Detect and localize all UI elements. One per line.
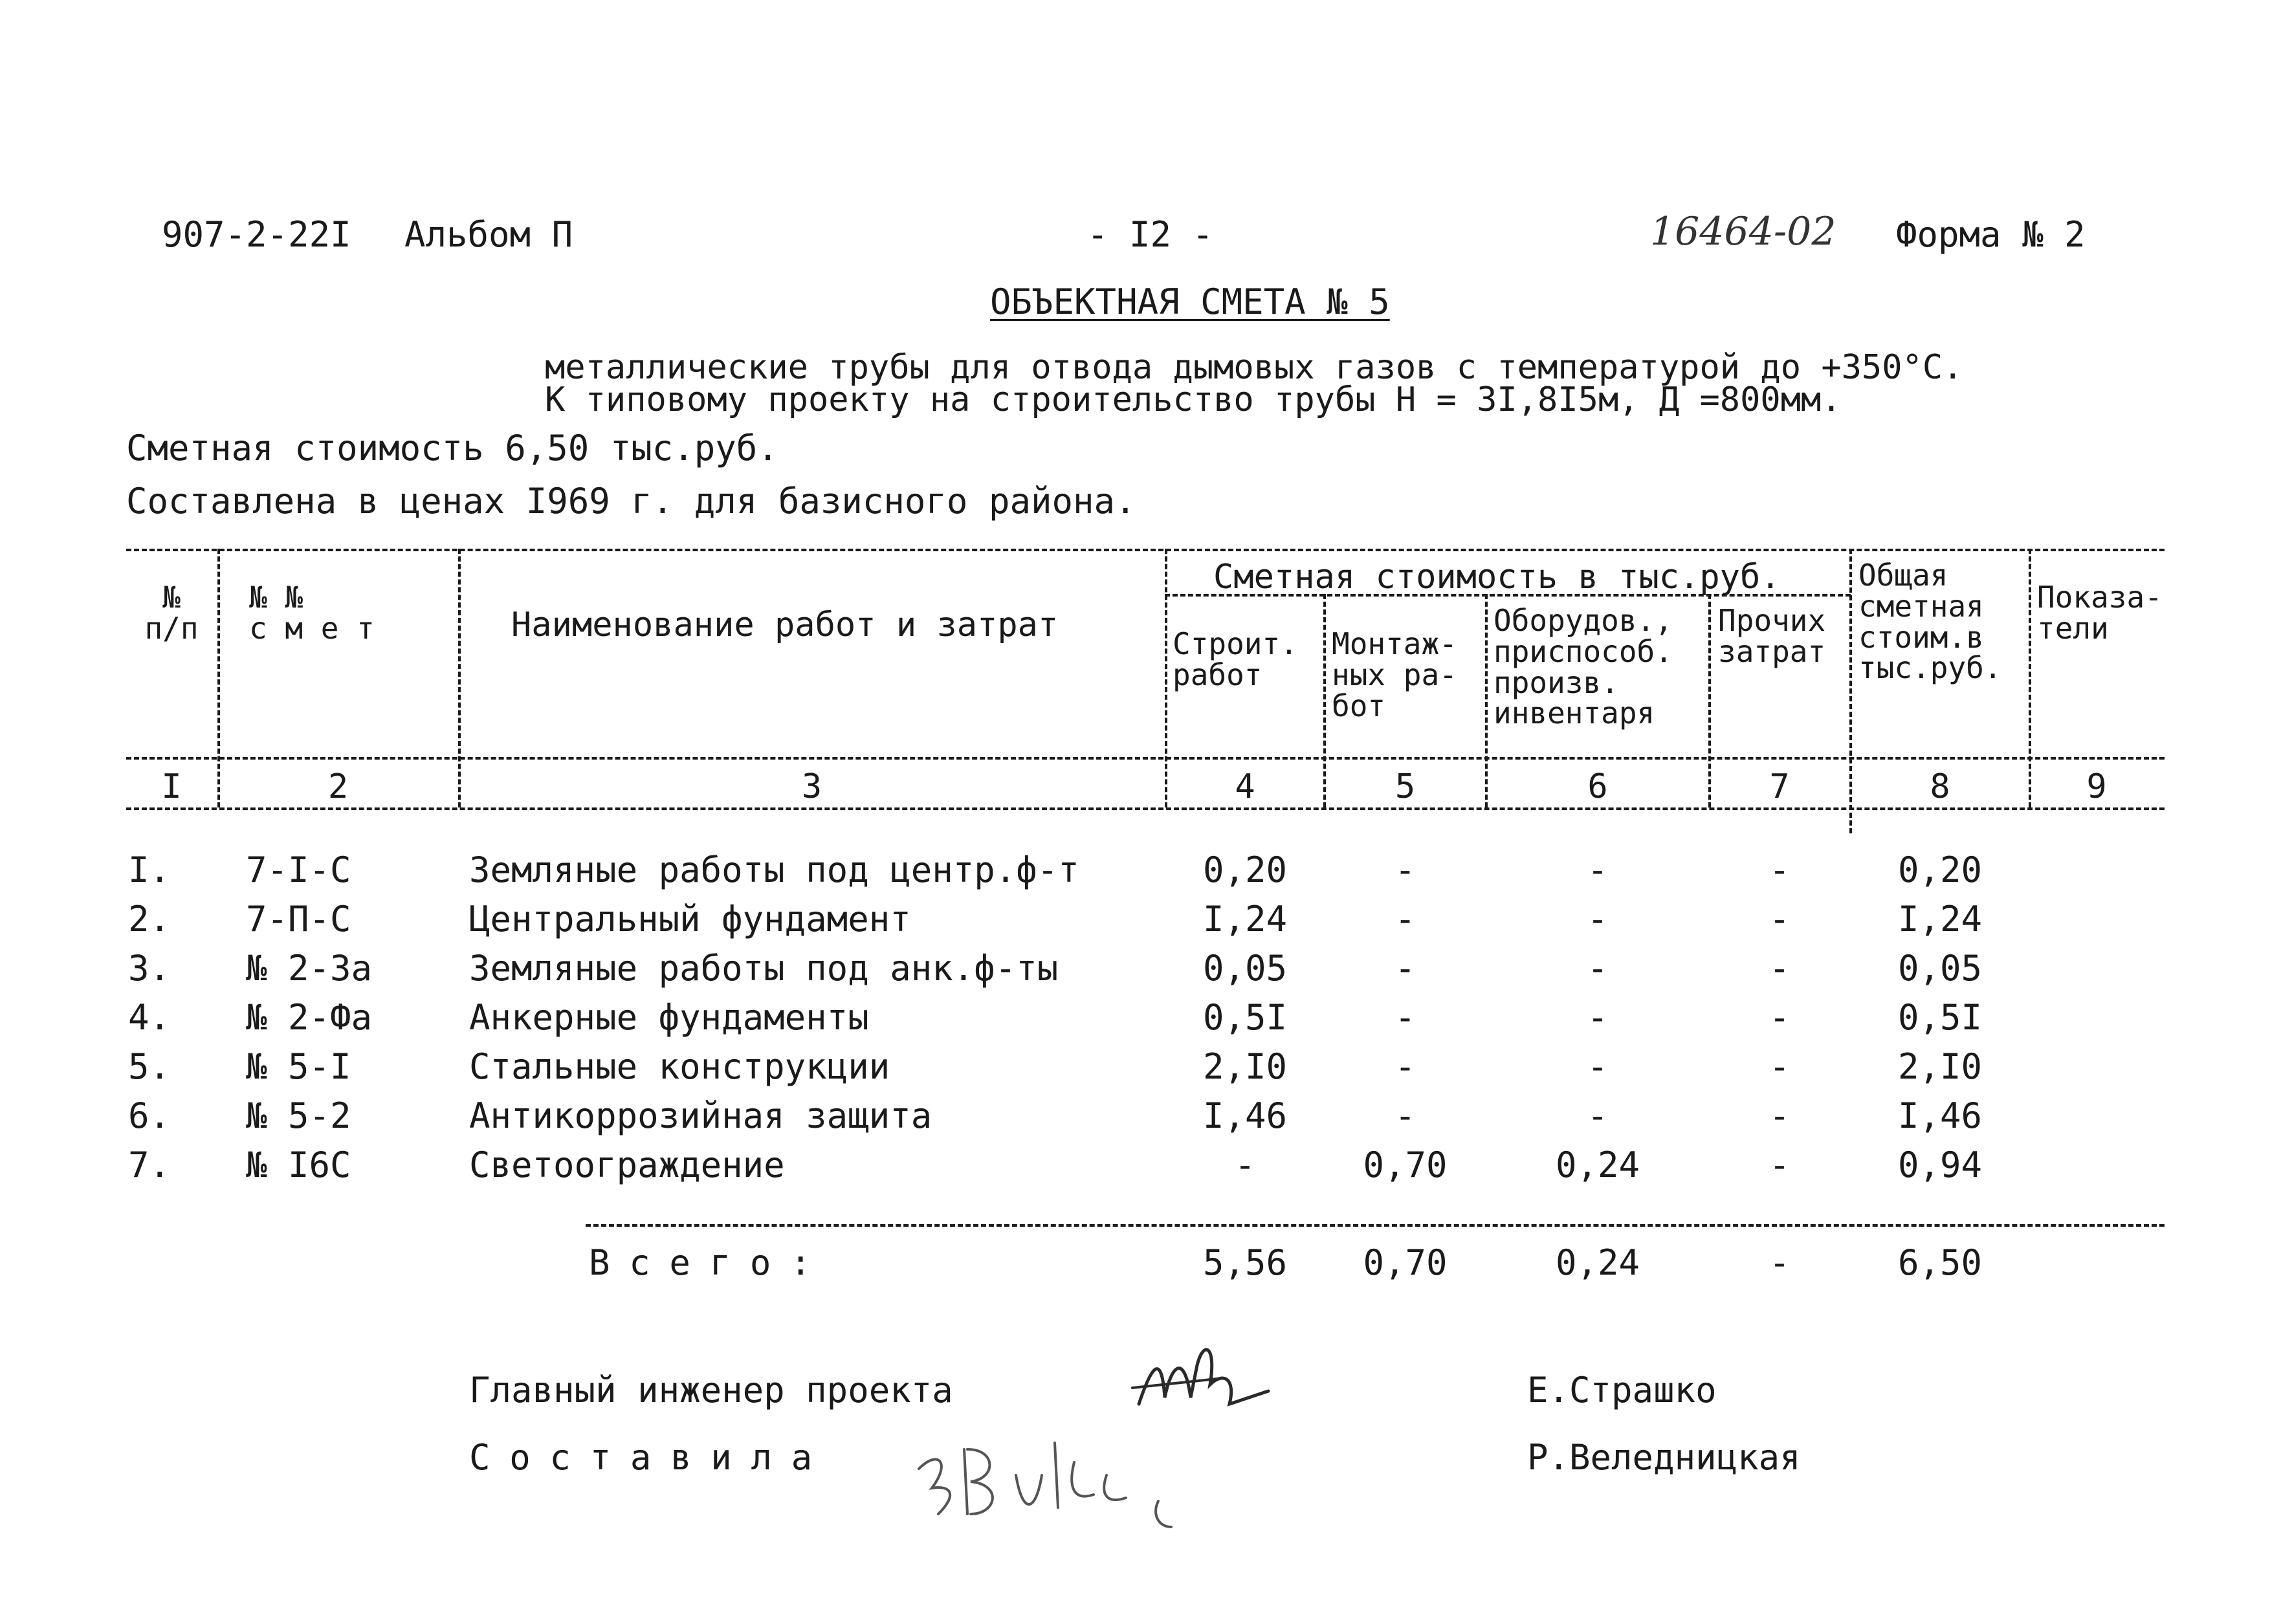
album-label: Альбом П [404, 214, 573, 255]
row-number: 2. [128, 899, 171, 939]
row-other: - [1769, 1145, 1791, 1185]
row-equipment: - [1587, 997, 1609, 1038]
header-estimate-number: № № с м е т [249, 580, 375, 646]
total-installation: 0,70 [1363, 1242, 1448, 1283]
header-equipment: Оборудов., приспособ. произв. инвентаря [1493, 603, 1673, 731]
document-title: ОБЪЕКТНАЯ СМЕТА № 5 [990, 281, 1390, 322]
chief-signature-image [1126, 1326, 1294, 1436]
colnum-7: 7 [1769, 767, 1790, 806]
row-construction: I,46 [1202, 1095, 1288, 1136]
header-indicators: Показа- тели [2037, 580, 2163, 646]
colnum-6: 6 [1587, 767, 1608, 806]
row-work-name: Центральный фундамент [469, 899, 911, 939]
row-construction: - [1234, 1145, 1256, 1185]
row-equipment: - [1587, 850, 1609, 890]
header-work-name: Наименование работ и затрат [511, 606, 1059, 644]
colnum-1: I [161, 767, 182, 806]
col-sep-7 [1849, 549, 1852, 833]
row-other: - [1769, 850, 1791, 890]
composer-name: Р.Веледницкая [1527, 1437, 1801, 1478]
row-construction: 2,I0 [1202, 1046, 1288, 1087]
header-row-number: № п/п [144, 580, 199, 646]
row-construction: I,24 [1202, 899, 1288, 939]
row-estimate: № 5-I [246, 1046, 351, 1087]
total-construction: 5,56 [1202, 1242, 1288, 1283]
row-work-name: Земляные работы под центр.ф-т [469, 850, 1079, 890]
row-work-name: Анкерные фундаменты [469, 997, 869, 1038]
total-other: - [1769, 1242, 1791, 1283]
row-estimate: № 2-Фа [246, 997, 373, 1038]
row-other: - [1769, 997, 1791, 1038]
subtitle-line-1: металлические трубы для отвода дымовых газов с температурой до +350°С. [545, 348, 1963, 387]
total-equipment: 0,24 [1555, 1242, 1640, 1283]
row-installation: 0,70 [1363, 1145, 1448, 1185]
composed-by-label: Составила [469, 1437, 832, 1478]
row-number: 4. [128, 997, 171, 1038]
header-cost-group: Сметная стоимость в тыс.руб. [1213, 558, 1781, 597]
row-work-name: Земляные работы под анк.ф-ты [469, 948, 1059, 989]
col-sep-1 [217, 549, 220, 807]
header-installation: Монтаж- ных ра- бот [1332, 626, 1457, 723]
row-construction: 0,5I [1202, 997, 1288, 1038]
chief-engineer-name: Е.Страшко [1527, 1370, 1717, 1410]
colnum-2: 2 [327, 767, 349, 806]
row-equipment: - [1587, 948, 1609, 989]
row-number: 3. [128, 948, 171, 989]
row-installation: - [1394, 850, 1416, 890]
numbers-bottom-rule [126, 807, 2165, 810]
colnum-8: 8 [1930, 767, 1950, 806]
colnum-4: 4 [1235, 767, 1255, 806]
row-equipment: 0,24 [1555, 1145, 1640, 1185]
row-other: - [1769, 1046, 1791, 1087]
row-estimate: № 5-2 [246, 1095, 351, 1136]
row-estimate: 7-П-С [246, 899, 351, 939]
col-sep-2 [458, 549, 461, 807]
col-sep-6 [1708, 594, 1711, 807]
row-total: 2,I0 [1897, 1046, 1983, 1087]
document-code: 907-2-22I [162, 214, 351, 255]
col-sep-4 [1323, 594, 1326, 807]
row-installation: - [1394, 899, 1416, 939]
row-other: - [1769, 1095, 1791, 1136]
row-equipment: - [1587, 1095, 1609, 1136]
row-total: 0,20 [1897, 850, 1983, 890]
colnum-3: 3 [801, 767, 822, 806]
colnum-9: 9 [2086, 767, 2107, 806]
header-bottom-rule [126, 757, 2165, 760]
row-total: I,46 [1897, 1095, 1983, 1136]
row-total: 0,94 [1897, 1145, 1983, 1185]
row-installation: - [1394, 1095, 1416, 1136]
row-equipment: - [1587, 1046, 1609, 1087]
total-rule [586, 1224, 2165, 1227]
composer-signature-image [906, 1423, 1191, 1533]
row-estimate: № I6С [246, 1145, 351, 1185]
estimated-cost: Сметная стоимость 6,50 тыс.руб. [126, 428, 778, 468]
col-sep-5 [1485, 594, 1488, 807]
row-other: - [1769, 948, 1791, 989]
header-construction: Строит. работ [1173, 626, 1298, 692]
row-installation: - [1394, 997, 1416, 1038]
row-number: 5. [128, 1046, 171, 1087]
row-estimate: 7-I-С [246, 850, 351, 890]
page-number: - I2 - [1087, 214, 1214, 255]
col-sep-3 [1165, 549, 1167, 807]
chief-engineer-label: Главный инженер проекта [469, 1370, 953, 1410]
header-total-cost: Общая сметная стоим.в тыс.руб. [1858, 558, 2002, 686]
table-top-rule [126, 549, 2165, 551]
row-work-name: Антикоррозийная защита [469, 1095, 932, 1136]
row-number: 6. [128, 1095, 171, 1136]
total-label: Всего: [589, 1242, 831, 1283]
subtitle-line-2: К типовому проекту на строительство трубы Н = 3I,8I5м, Д =800мм. [545, 380, 1842, 419]
row-equipment: - [1587, 899, 1609, 939]
row-construction: 0,05 [1202, 948, 1288, 989]
prices-basis: Составлена в ценах I969 г. для базисного района. [126, 481, 1136, 521]
row-estimate: № 2-3а [246, 948, 373, 989]
row-installation: - [1394, 1046, 1416, 1087]
handwritten-number: 16464-02 [1650, 209, 1836, 254]
row-number: 7. [128, 1145, 171, 1185]
row-construction: 0,20 [1202, 850, 1288, 890]
form-number: Форма № 2 [1896, 214, 2086, 255]
row-number: I. [128, 850, 171, 890]
colnum-5: 5 [1394, 767, 1416, 806]
col-sep-8 [2029, 549, 2031, 807]
total-sum: 6,50 [1897, 1242, 1983, 1283]
header-other: Прочих затрат [1718, 603, 1826, 669]
row-total: 0,5I [1897, 997, 1983, 1038]
row-total: 0,05 [1897, 948, 1983, 989]
row-installation: - [1394, 948, 1416, 989]
row-other: - [1769, 899, 1791, 939]
row-work-name: Светоограждение [469, 1145, 785, 1185]
row-work-name: Стальные конструкции [469, 1046, 890, 1087]
row-total: I,24 [1897, 899, 1983, 939]
